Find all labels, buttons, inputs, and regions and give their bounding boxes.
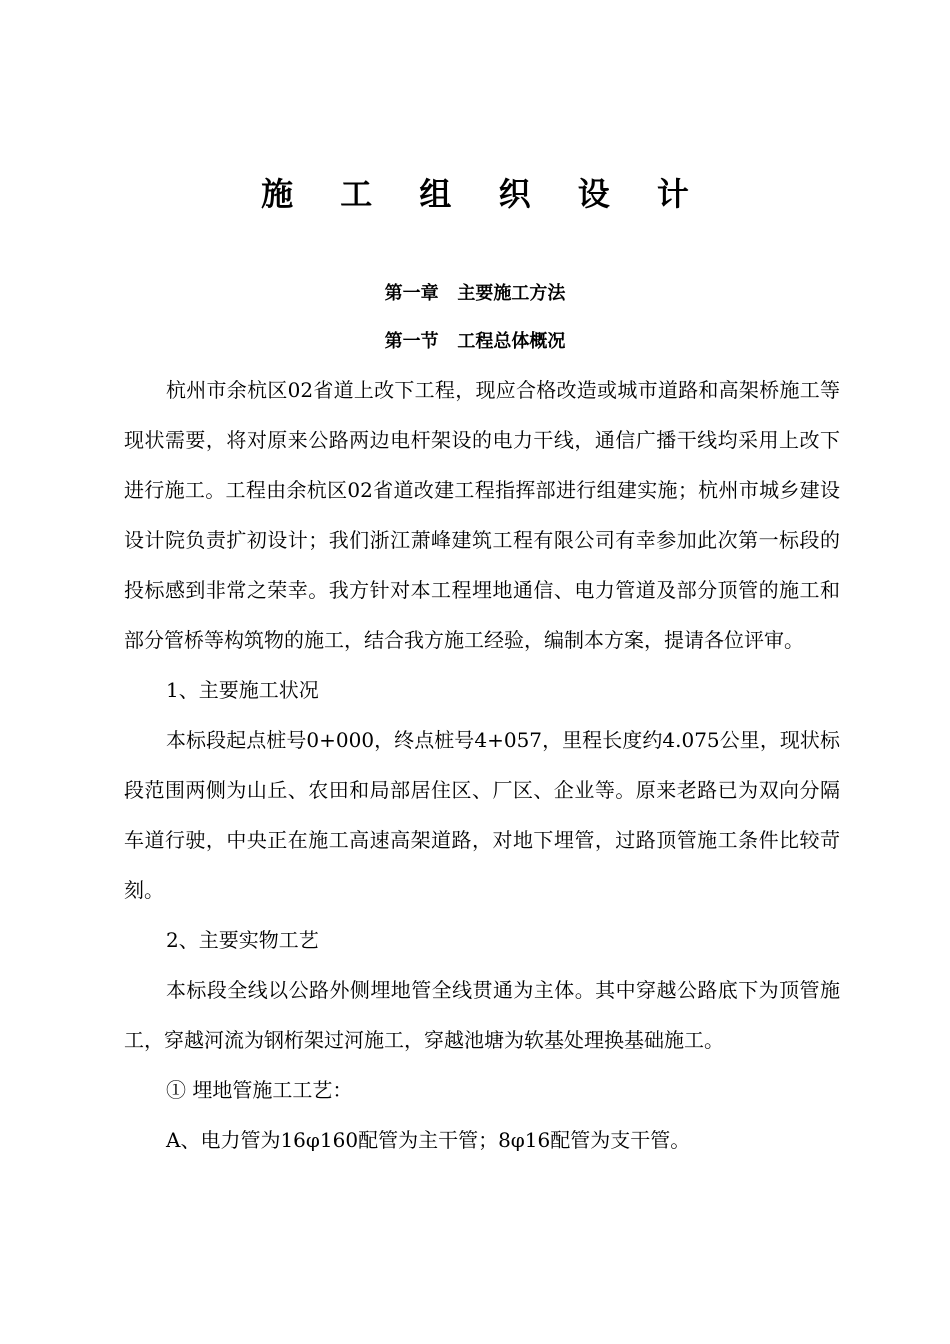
document-title: 施 工 组 织 设 计 xyxy=(261,175,707,213)
heading-main-construction: 1、主要施工状况 xyxy=(166,678,319,702)
paragraph-main-process: 本标段全线以公路外侧埋地管全线贯通为主体。其中穿越公路底下为顶管施工，穿越河流为钢桁架过河施工，穿越池塘为软基处理换基础施工。 xyxy=(124,978,840,1052)
document-body xyxy=(124,365,840,1165)
paragraph-overview: 杭州市余杭区02省道上改下工程，现应合格改造或城市道路和高架桥施工等现状需要，将对原来公路两边电杆架设的电力干线，通信广播干线均采用上改下进行施工。工程由余杭区02省道改建工程指挥部进行组建实施；杭州市城乡建设设计院负责扩初设计；我们浙江萧峰建筑工程有限公司有幸参加此次第一标段的投标感到非常之荣幸。我方针对本工程埋地通信、电力管道及部分顶管的施工和部分管桥等构筑物的施工，结合我方施工经验，编制本方案，提请各位评审。 xyxy=(124,378,840,652)
paragraph-construction-status: 本标段起点桩号0+000，终点桩号4+057，里程长度约4.075公里，现状标段范围两侧为山丘、农田和局部居住区、厂区、企业等。原来老路已为双向分隔车道行驶，中央正在施工高速高架道路，对地下埋管，过路顶管施工条件比较苛刻。 xyxy=(124,728,840,902)
heading-buried-pipe-process: ① 埋地管施工工艺： xyxy=(166,1078,353,1102)
paragraph-power-pipe: A、电力管为16φ160配管为主干管；8φ16配管为支干管。 xyxy=(166,1128,691,1152)
heading-main-process: 2、主要实物工艺 xyxy=(166,928,319,952)
chapter-heading: 第一章 主要施工方法 xyxy=(384,283,566,304)
section-heading: 第一节 工程总体概况 xyxy=(384,331,566,352)
